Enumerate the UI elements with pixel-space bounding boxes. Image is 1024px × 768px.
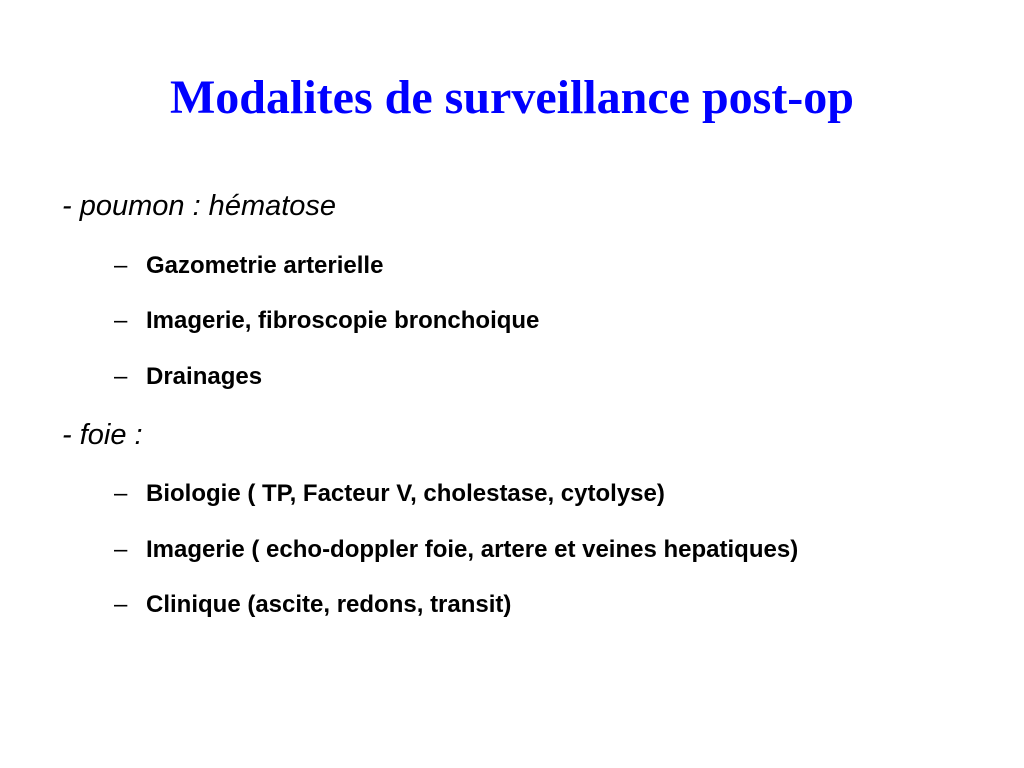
list-item-text: Gazometrie arterielle <box>146 252 384 279</box>
section-heading-poumon: - poumon : hématose <box>62 190 337 222</box>
slide-title: Modalites de surveillance post-op <box>170 71 854 124</box>
bullet-dash: – <box>114 363 128 390</box>
list-item-text: Imagerie, fibroscopie bronchoique <box>146 307 540 334</box>
bullet-dash: – <box>114 536 128 563</box>
list-item-text: Clinique (ascite, redons, transit) <box>146 591 512 618</box>
bullet-dash: – <box>114 307 128 334</box>
list-item-text: Biologie ( TP, Facteur V, cholestase, cytolyse) <box>146 480 665 507</box>
list-item-text: Imagerie ( echo-doppler foie, artere et veines hepatiques) <box>146 536 799 563</box>
bullet-dash: – <box>114 591 128 618</box>
list-item <box>114 306 539 336</box>
list-item <box>114 479 665 509</box>
bullet-dash: – <box>114 252 128 279</box>
list-item <box>114 590 511 620</box>
list-item <box>114 362 262 392</box>
list-item <box>114 251 383 281</box>
list-item <box>114 535 798 565</box>
bullet-dash: – <box>114 480 128 507</box>
section-heading-foie: - foie : <box>62 419 143 451</box>
list-item-text: Drainages <box>146 363 263 390</box>
